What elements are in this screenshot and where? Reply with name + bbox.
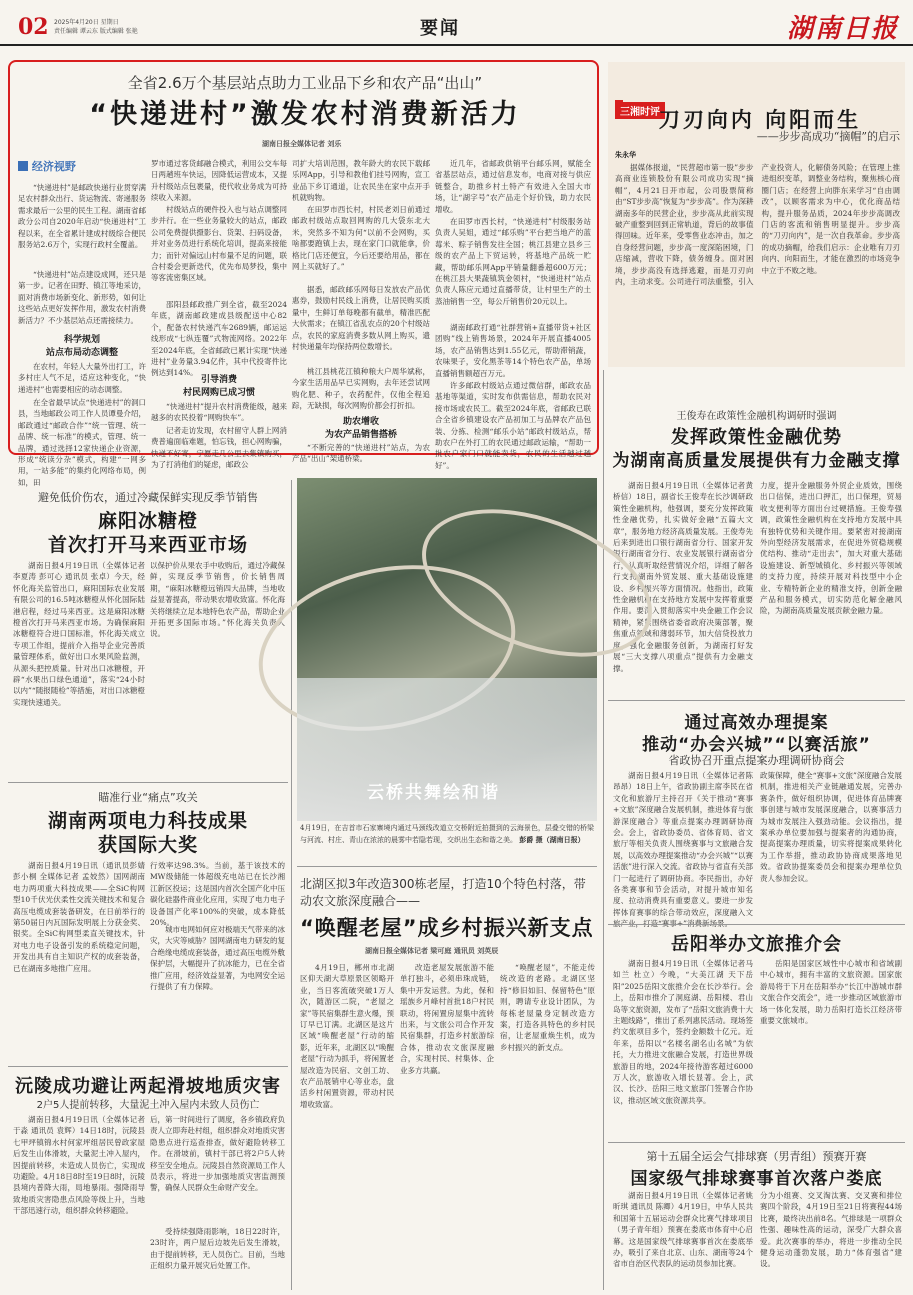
header-editors: 责任编辑 谭云东 版式编辑 张艳 <box>54 28 138 35</box>
lead-paragraph: “快递进村”是邮政快递行业贯穿满足农村群众出行、货运物流、寄递服务需求最后一公里的民生工程。湖南省邮政分公司自2020年启动“快递进村”工程以来，在全省累计建成村级综合便民服务站2.6万个，实现行政村全覆盖。 <box>18 183 146 250</box>
landslide-headline: 沅陵成功避让两起滑坡地质灾害 <box>15 1076 281 1097</box>
landslide-body-continued: 后，第一时间进行了调度，各乡镇政府负责人立即奔赴村组，组织群众对地质灾害隐患点进行巡查排查，做好避险转移工作。在滑坡前，镇村干部已将2户5人转移至安全地点。沅陵县自然资源局工作人员表示，将进一步加强地质灾害监测预警，确保人民群众生命财产安全。 <box>150 1115 285 1193</box>
header-rule <box>0 44 913 46</box>
lead-paragraph: 在田罗市西长村，村民老刘日前通过邮政村级站点取回网购的几大袋东北大米，突然多不知为何“以前不会网购，买啥都要跑镇上去，现在家门口就能拿，价格比门店还便宜，今后还要给用品，都在网上买就好了。” <box>292 205 430 272</box>
column-divider <box>603 370 604 1290</box>
beihu-byline: 湖南日报全媒体记者 梁可庭 通讯员 刘英辰 <box>365 947 499 955</box>
landslide-subtitle: 2户5人提前转移，大量泥土冲入屋内未致人员伤亡 <box>36 1100 260 1111</box>
lead-paragraph: “不断完善的“快递进村”站点，为农产品“出山”架通桥梁。 <box>292 443 430 464</box>
photo-title: 云桥共舞绘和谐 <box>367 783 500 803</box>
masthead-logo: 湖南日报 <box>786 14 899 44</box>
lead-paragraph: 罗市通过客货邮融合模式，利用公交车每日两趟班车快运，因降低运营成本，又提升村级站点包裹量，使代收业务成为可持续收入来源。 <box>151 159 287 203</box>
beihu-body: 4月19日，郴州市北湖区仰天湖大草原景区领略开业，当日客流破突破1万人次，随游区二院，“老屋之家”等民宿集群生意火爆，预订早已订满。北湖区是这片区域“唤醒老屋”行动的缩影，近年来，北湖区以“唤醒老屋”行动为抓手，将闲置老屋改造为民宿、文创工坊、农产品展销中心等业态，盘活乡村闲置资源，带动村民增收致富。 <box>300 963 394 1109</box>
lead-subhead: 助农增收 为农产品销售搭桥 <box>324 417 397 440</box>
lead-section-tag <box>18 158 76 174</box>
section-divider <box>8 782 288 783</box>
lead-column-3 <box>292 158 430 464</box>
lead-paragraph: 据悉，邮政邮乐网每日发放农产品优惠券，鼓励村民线上消费，让居民购买质量中，生鲜订单每晚都有截单，精准匹配大伙需求；在镇江省乱农点的20个村级站点，农民的家庭消费多数从网上购买，遗村快递量年均保持两位数增长。 <box>292 285 430 352</box>
proposal-headline-2: 推动“办会兴城”“以赛活旅” <box>642 735 871 755</box>
photo-caption-text: 4月19日，在吉首市石家寨境内通过马颈线改道立交桥附近拍摄到的云海景色，层叠交错的桥梁与河流、村庄、青山在浓浓的晨雾中若隐若现，交织出生态和谐之美。 <box>300 824 594 845</box>
finance-headline-2: 为湖南高质量发展提供有力金融支撑 <box>612 451 901 471</box>
lead-paragraph: 司扩大培训范围，教年龄大的农民下载邮乐网App，引导和教他们挂号网购，宣工业品下乡订通道，让农民坐在家中点开手机就购物。 <box>292 159 430 203</box>
section-divider <box>608 700 905 701</box>
mayang-body-continued: 以保护价从果农手中收购后，通过冷藏保鲜，实现反季节销售，价长销售周期，“麻阳冰糖橙远销四大品牌，当地收益显著提高，带动果农增收致富。怀化海关将继续立足本地特色农产品，帮助企业开拓更多国际市场。”怀化海关负责人说。 <box>150 561 285 639</box>
beihu-body-continued: 改造老屋发展旅游不能单打独斗，必须串珠成链，集中开发运营。为此，保和瑶族乡月峰村首批18户村民联动，将闲置房屋集中流转出来，与文旅公司合作开发民宿集群，打造乡村旅游综合体，推动农文旅深度融合，实现村民、村集体、企业多方共赢。 <box>400 963 494 1075</box>
lead-paragraph: 村级站点的硬件投入也与站点调整同步并行。在一些业务量较大的站点，邮政公司免费提供摄影台、货架、扫码设备，并对业务员进行系统化培训，提高来接能力；而针对偏远山村布量不足的问题，联合村委会更新迭代，优先布局梦投，集中等客流密集区域。 <box>151 205 287 283</box>
power-body: 湖南日报4月19日讯（通讯员彭婧 彭小桐 全媒体记者 孟姣然）国网湖南电力两项重大科技成果——全SiC构网型10千伏光伏柔性交流关键技术和复合高压电缆成套装备研发，在日前举行的第50届日内瓦国际发明展上分获金奖、银奖。全SiC构网型柔直关键技术，针对电力电子设备引发的系统稳定问题，开发出具有自主知识产权的成套装备，已在湖南多地推广应用。 <box>13 861 145 973</box>
lead-column-4 <box>435 158 591 470</box>
commentary-byline: 朱永华 <box>615 151 636 159</box>
lead-paragraph: “快递进村”站点建设成网，还只是第一步。记者在田野、镇江等地采访，面对消费市场新变化、新形势，如何让这些站点更好发挥作用，激发农村消费新活力？不少基层站点还需接续力。 <box>18 270 146 325</box>
lead-byline: 湖南日报全媒体记者 刘乐 <box>262 140 342 148</box>
volleyball-kicker: 第十五届全运会气排球赛（男青组）预赛开赛 <box>646 1150 867 1163</box>
lead-paragraph: 近几年，省邮政供销平台邮乐网，赋能全省基层站点，通过信息发布，电商对接与供应链整合，助推乡村土特产有效进入全国大市场，让“湖字号”农产品走个好价钱，助力农民增收。 <box>435 159 591 214</box>
finance-body: 湖南日报4月19日讯（全媒体记者黄桥信）18日，副省长王俊寿在长沙调研政策性金融机构，他强调，要充分发挥政策性金融优势，扎实做好金融“五篇大文章”，服务地方经济高质量发展。王俊寿先后来到进出口银行湖南省分行、国家开发银行湖南省分行、农业发展银行湖南省分行，认真听取经营情况介绍，详细了解各行支持湖南外贸发展、重大基础设施建设、乡村振兴等方面情况。他指出，政策性金融机构在支持地方发展中发挥着重要作用。要深入贯彻落实中央金融工作会议精神，紧紧围绕省委省政府决策部署，聚焦重点领域和薄弱环节，加大信贷投放力度，强化金融服务创新，为湖南打好发展“三大支撑八项重点”提供有力金融支撑。 <box>613 481 753 673</box>
lead-column-1 <box>18 182 146 487</box>
lead-subhead: 引导消费 村民网购已成习惯 <box>182 375 255 398</box>
proposal-body-continued: 政策保障，健全“赛事+文旅”深度融合发展机制，推进相关产业链融通发展，完善办赛条件，做好组织协调，促进体育品牌赛事创建与城市发展深度融合，以赛事活力为城市发展注入强劲动能。会议指出，提案承办单位要加强与提案者的沟通协商，提高提案办理质量，切实将提案成果转化为工作举措，推动政协协商成果落地见效。省政协提案委员会和提案办理单位负责人参加会议。 <box>760 771 902 883</box>
section-divider <box>297 866 597 867</box>
section-divider <box>8 1066 288 1067</box>
landscape-photo <box>297 478 597 821</box>
mayang-body: 湖南日报4月19日讯（全媒体记者 李夏涛 彭可心 通讯员 张卓）今天，经怀化海关监管出口，麻阳国际农业发展有限公司的16.5吨冰糖橙从怀化国际陆港启程，经过马来西亚。这是麻阳冰糖橙首次打开马来西亚市场。为确保麻阳冰糖橙符合进口国标准，怀化海关成立专项工作组，提前介入指导企业完善质量管理体系，做好出口水果风险监测，从源头把控质量。针对出口冰糖橙，开辟“水果出口绿色通道”，落实“24小时以内”“随报随检”等措施，对出口冰糖橙实现快速通关。 <box>13 561 145 707</box>
header-date: 2025年4月20日 星期日 <box>54 19 119 26</box>
beihu-kicker: 北湖区拟3年改造300栋老屋，打造10个特色村落，带动农文旅深度融合—— <box>300 877 586 908</box>
section-title: 要闻 <box>420 18 460 39</box>
lead-paragraph: 在田罗市西长村，“快递进村”村级服务站负责人吴姐，通过“邮乐购”平台把当地产的蓝莓米、粽子销售发往全国；桃江县建立县乡三级的农产品上下贸运转，将基地产品统一贮藏，帮助邮乐网App平销量翻番超600万元；在桃江县大果蔬镇筑金领村，“快递进村”站点负责人陈应元通过直播带货，让村里生产的土蒸油销售一空，每公斤销售价20元以上。 <box>435 217 591 306</box>
finance-body-continued: 力度，提升金融服务外贸企业质效，围绕出口信保，进出口押汇，出口保理，贸易收支便利等方面出台过硬措施。王俊寿强调，政策性金融机构在支持地方发展中具有独特优势和关键作用。要紧密对接湖南外向型经济发展需求，在促进外贸稳规模优结构、推动“走出去”，加大对重大基础设施建设、新型城镇化、乡村振兴等领域的支持力度，持续开展对科技型中小企业、专精特新企业的精准支持，创新金融产品和服务模式，切实防范化解金融风险，为湖南高质量发展贡献金融力量。 <box>760 481 902 616</box>
commentary-tag-label: 三湘时评 <box>620 107 660 118</box>
lead-paragraph: 桃江县桃花江镇种粮大户周华斌称，今家生活用品早已实网购，去年还尝试网购化肥、种子，农药配件，仅他全程追踪，无缺损，每次网购价都会打折扣。 <box>292 367 430 411</box>
lead-paragraph: 许多邮政村级站点通过微信群，邮政农品基地等渠道，实时发布供需信息，帮助农民对接市场或农民工。截至2024年底，省邮政已联合全省乡镇建设农产品初加工与品牌农产品包装、分拣、检测“邮乐小站”邮政村级站点，帮助农户在外打工的农民通过邮政运输，“帮助一批农户家门口就能卖货，农民的生活越过越好”。 <box>435 381 591 470</box>
section-divider <box>608 924 905 925</box>
proposal-subtitle: 省政协召开重点提案办理调研协商会 <box>668 754 845 767</box>
yueyang-headline: 岳阳举办文旅推介会 <box>671 934 842 955</box>
photo-caption <box>300 823 594 863</box>
volleyball-body: 湖南日报4月19日讯（全媒体记者姚昕琪 通讯员 陈卿）4月19日，中华人民共和国第十五届运动会群众比赛气排球项目（男子青年组）预赛在娄底市体育中心启幕。这是国家级气排球赛事首次在娄底举办，吸引了来自北京、山东、湖南等24个省市自治区代表队的运动员参加比赛。 <box>613 1191 753 1269</box>
commentary-body: 据媒体报道，“民营超市第一股”步步高商业连锁股份有限公司成功实现“摘帽”，4月21日开市起，公司股票简称由“ST步步高”恢复为“步步高”。作为深耕湖南多年的民营企业，步步高从此前实现破产重整到回到正常轨道，背后的故事值得回味。近年来，受零售业态冲击，加之自身经营问题，步步高一度深陷困境，门店缩减，营收下降，债务缠身。面对困境，步步高没有选择逃避，而是刀刃向内，主动求变。公司进行司法重整，引入产业投资人，化解债务风险；在管理上推进组织变革，调整业务结构，聚焦核心商圈门店；在经营上向胖东来学习“自由调改”，以顾客需求为中心，优化商品结构，提升服务品质，2024年步步高调改门店的客流和销售明显提升。步步高的“刀刃向内”，是一次自我革命。步步高的成功摘帽，给我们启示：企业唯有刀刃向内、向阳而生，才能在激烈的市场竞争中立于不败之地。 <box>615 163 900 287</box>
volleyball-body-continued: 分为小组赛、交叉淘汰赛、交叉赛和排位赛四个阶段，4月19日至21日将赛程44场比赛，最终决出前8名。气排球是一项群众性强、趣味性高的运动，深受广大群众喜爱。此次赛事的举办，将进一步推动全民健身运动蓬勃发展，助力“体育强省”建设。 <box>760 1191 902 1269</box>
lead-column-2 <box>151 158 287 470</box>
proposal-body: 湖南日报4月19日讯（全媒体记者陈昂昂）18日上午，省政协副主席李民在省文化和旅游厅主持召开《关于推动“赛事+文旅”深度融合发展机制，推进体育与旅游深度融合》等重点提案办理调研协商会。会上，省政协委员、省体育局、省文旅厅等相关负责人围绕赛事与文旅融合发展，以高效办理提案推动“办会兴城”“以赛活旅”进行深入交流。省政协与省直有关部门一起进行了调研协商。李民指出，办好各类赛事和节会活动，对提升城市知名度、拉动消费具有重要意义。要进一步发挥体育赛事的综合带动效应，深度融入文 <box>613 771 753 917</box>
volleyball-headline: 国家级气排球赛事首次落户娄底 <box>630 1169 883 1189</box>
page-number: 02 <box>18 14 49 40</box>
power-headline-2: 获国际大奖 <box>97 834 198 856</box>
photo-credit: 彭爵 摄（湖南日报） <box>519 835 585 845</box>
lead-headline: “快递进村”激发农村消费新活力 <box>89 99 521 130</box>
lead-paragraph: 在农村，年轻人大量外出打工，许多村庄人气不足，适应这种变化，“快递进村”也需要相应的动态调整。 <box>18 362 146 394</box>
lead-tag-label: 经济视野 <box>31 160 76 173</box>
yueyang-body: 湖南日报4月19日讯（全媒体记者马如兰 杜立）今晚，“大美江湖 天下岳阳”2025岳阳文旅推介会在长沙举行。会上，岳阳市推介了洞庭湖、岳阳楼、君山岛等文旅资源，发布了“岳阳文旅消费十大主题线路”，推出了系列惠民活动。现场签约文旅项目多个，签约金额数十亿元。近年来，岳阳以“名楼名湖名山名城”为依托，大力推进文旅融合发展，打造世界级旅游目的地，2024年接待游客超过6000万人次，旅游收入增长显著。会上，武汉、长沙、岳阳三地文旅部门签署合作协议，推动区域文旅资源共享。 <box>613 959 753 1105</box>
landslide-body: 湖南日报4月19日讯（全媒体记者 于淼 通讯员 袁辉）14日18时，沅陵县七甲坪镇锦水村何家坪组居民曾政家屋后发生山体滑坡，大量泥土冲入屋内，因提前转移，未造成人员伤亡，实现成功避险。4月18日8时至19日8时，沅陵县境内普降大雨，局地暴雨。强降雨导致地质灾害隐患点风险等级上升，当地干部迅速行动，组织群众转移避险。 <box>13 1115 145 1216</box>
finance-kicker: 王俊寿在政策性金融机构调研时强调 <box>676 411 837 422</box>
proposal-headline-1: 通过高效办理提案 <box>684 713 829 733</box>
column-divider <box>291 480 292 1290</box>
mayang-headline-1: 麻阳冰糖橙 <box>97 510 198 532</box>
lead-paragraph: 记者走访发现，农村留守人群上网消费普遍面临难题，怕忘钱，担心网购骗，快递不好寄，宁愿走几公里去集镇购买，为了打消他们的疑虑，邮政公 <box>151 426 287 470</box>
lead-paragraph: 湖南邮政打通“社群营销+直播带货+社区团购”线上销售场景，2024年开展直播4005场，农产品销售达到1.55亿元，帮助滞销蔬，农味果子，安化黑茶等14个特色农产品，单场直播销售额超百万元。 <box>435 323 591 378</box>
lead-kicker: 全省2.6万个基层站点助力工业品下乡和农产品“出山” <box>127 74 483 92</box>
commentary-subtitle: ——步步高成功“摘帽”的启示 <box>756 130 900 143</box>
lead-paragraph: 邵阳县邮政推广到全省，截至2024年底，湖南邮政建成县级配送中心82个，配备农村快递汽车2689辆，邮运运线形成“七纵连覆”式物流网络。2022年至2024年底，全省邮政已累计实现“快递进村”业务量3.94亿件，其中代投寄件比例达到14%。 <box>151 300 287 378</box>
mayang-headline-2: 首次打开马来西亚市场 <box>47 534 248 556</box>
beihu-body-continued: “唤醒老屋”，不能走传统改造的老路。北湖区坚持“修旧如旧、保留特色”原则，聘请专业设计团队，为每栋老屋量身定制改造方案，打造各具特色的乡村民宿，让老屋重焕生机，成为乡村振兴的新支点。 <box>500 963 595 1052</box>
power-headline-1: 湖南两项电力科技成果 <box>47 810 248 832</box>
tag-square-icon <box>18 161 28 171</box>
power-body-continued: 行效率达98.3%。当前，基于该技术的MW级储能一体超级充电站已在长沙湘江新区投运；这是国内首次全国产化中压碳化硅器件商业化应用，实现了电力电子设备国产化率100%的突破，成本降低20%。 <box>150 861 285 928</box>
finance-headline-1: 发挥政策性金融优势 <box>671 427 842 448</box>
power-kicker: 瞄准行业“痛点”攻关 <box>98 791 198 804</box>
lead-paragraph: 在全省最早试点“快递进村”的洞口县，当地邮政公司工作人员谭曼介绍，邮政通过“邮政合作”“统一管理、统一品牌、统一标准”的模式，管理、统一品牌，通过选择12家快递企业资源，形成“统读分杂”模式，构建“一网多用，一站多能”的集约化网络布局，例如，田 <box>18 398 146 487</box>
beihu-headline: “唤醒老屋”成乡村振兴新支点 <box>300 916 594 940</box>
lead-subhead: 科学规划 站点布局动态调整 <box>45 335 118 358</box>
power-body-continued: 城市电网如何应对极端天气带来的冰灾，大灾等威胁？国网湖南电力研发的复合绝缘电缆成套装备，通过高压电缆外敷保护层，大幅提升了抗冰能力，已在全省推广应用，经济效益显著，为电网安全运行提供了有力保障。 <box>150 925 285 992</box>
header-meta <box>54 18 138 36</box>
yueyang-body-continued: 岳阳是国家区域性中心城市和省域副中心城市，拥有丰富的文旅资源。国家旅游局将于下月在岳阳举办“长江中游城市群文旅合作交流会”，进一步推动区域旅游市场一体化发展，助力岳阳打造长江经济带重要文旅城市。 <box>760 959 902 1026</box>
commentary-headline: 刀刃向内 向阳而生 <box>658 107 862 132</box>
section-divider <box>608 1142 905 1143</box>
landslide-body-continued: 受持续强降雨影响，18日22时许，23时许，两户屋后边坡先后发生滑坡，由于提前转移，无人员伤亡。目前，当地正组织力量开展灾后处置工作。 <box>150 1227 285 1271</box>
lead-paragraph: “快递进村”提升农村消费能级，越来越多的农民投着“网购快车”。 <box>151 402 287 423</box>
mayang-kicker: 避免低价伤农，通过冷藏保鲜实现反季节销售 <box>38 491 258 504</box>
